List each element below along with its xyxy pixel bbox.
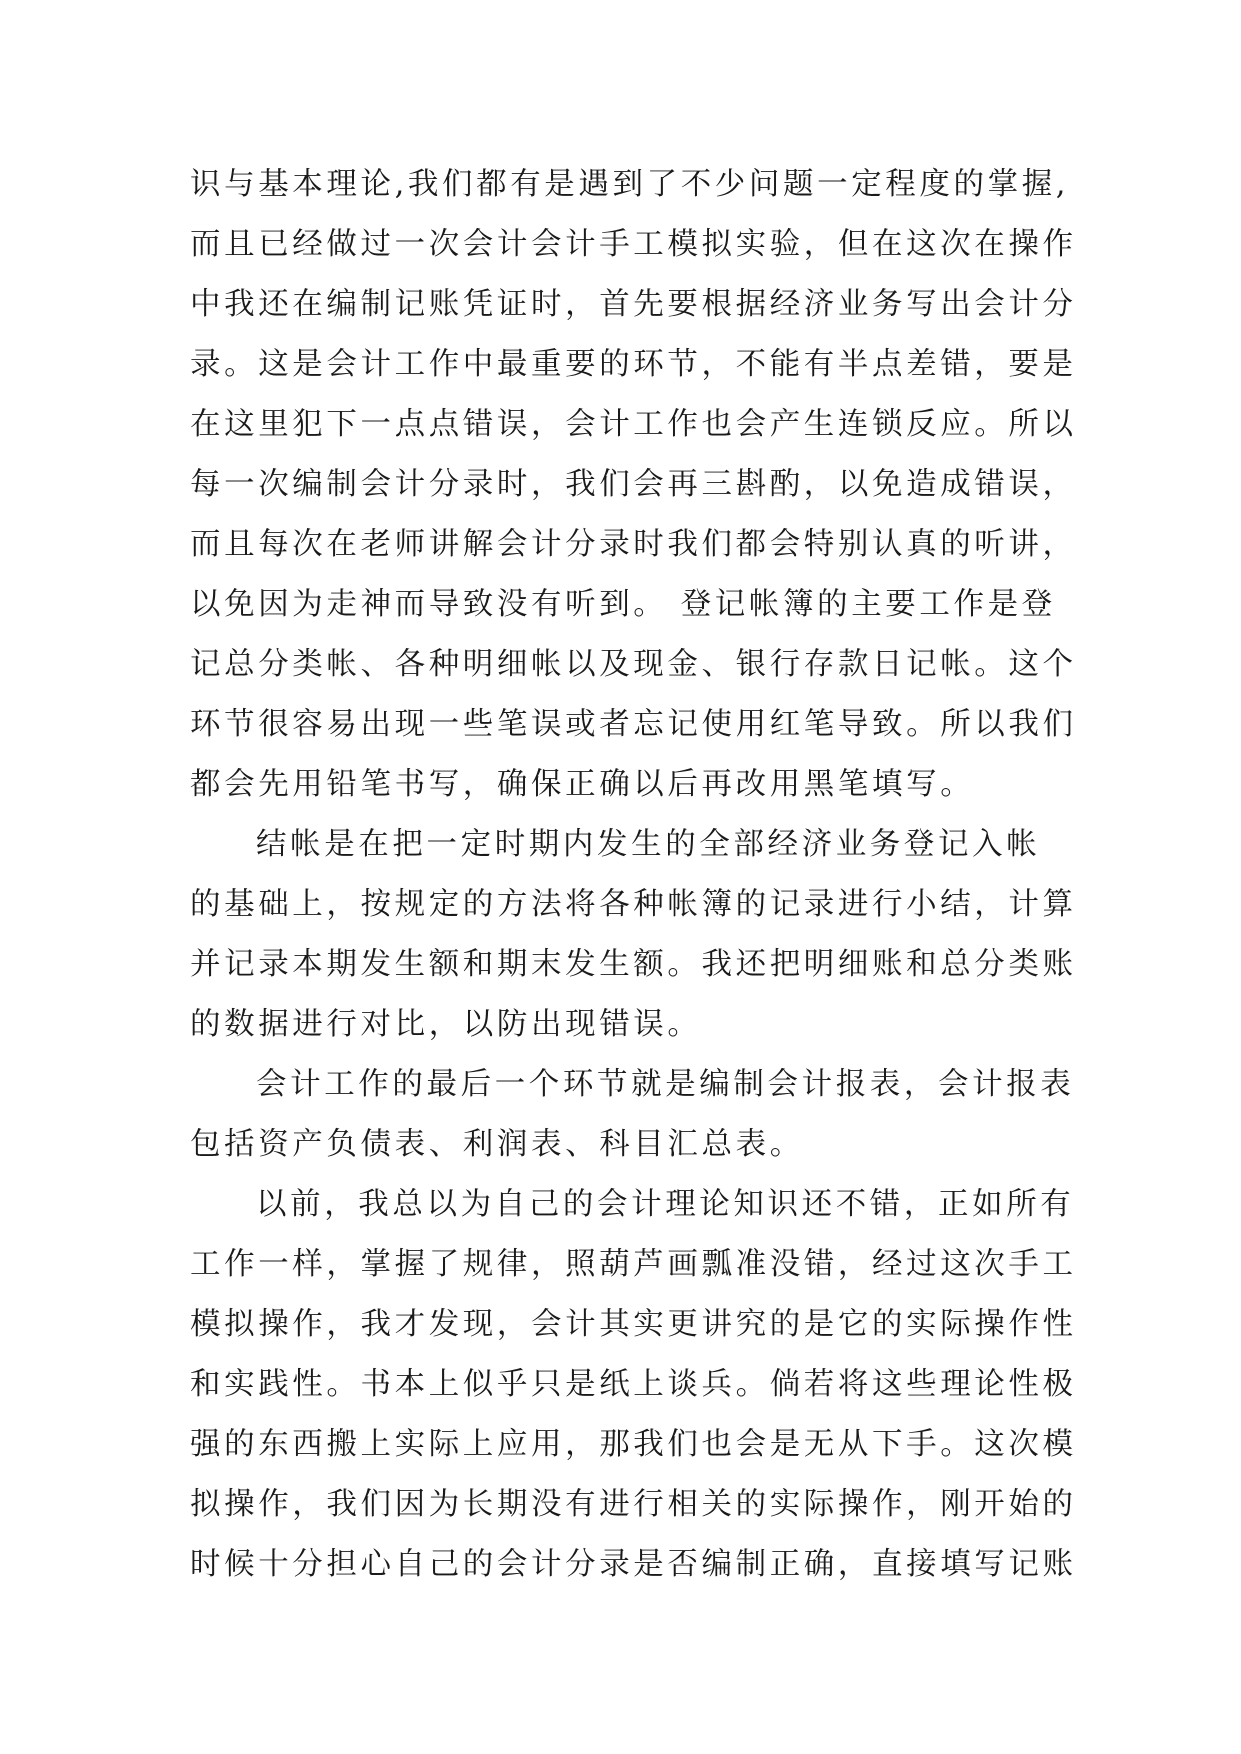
- text-line: 而且已经做过一次会计会计手工模拟实验，但在这次在操作: [190, 227, 1077, 262]
- text-line: 时候十分担心自己的会计分录是否编制正确，直接填写记账: [190, 1547, 1077, 1582]
- body-text: [190, 155, 1090, 1595]
- text-line: 录。这是会计工作中最重要的环节，不能有半点差错，要是: [190, 347, 1077, 382]
- text-line: 环节很容易出现一些笔误或者忘记使用红笔导致。所以我们: [190, 707, 1077, 742]
- text-line: 并记录本期发生额和期末发生额。我还把明细账和总分类账: [190, 947, 1077, 982]
- paragraph-start-line: 结帐是在把一定时期内发生的全部经济业务登记入帐: [256, 827, 1041, 862]
- text-line: 都会先用铅笔书写，确保正确以后再改用黑笔填写。: [190, 767, 975, 802]
- paragraph-start-line: 会计工作的最后一个环节就是编制会计报表，会计报表: [256, 1067, 1075, 1102]
- text-line: 每一次编制会计分录时，我们会再三斟酌，以免造成错误，: [190, 467, 1077, 502]
- text-line: 工作一样，掌握了规律，照葫芦画瓢准没错，经过这次手工: [190, 1247, 1077, 1282]
- text-line: 记总分类帐、各种明细帐以及现金、银行存款日记帐。这个: [190, 647, 1077, 682]
- text-line: 强的东西搬上实际上应用，那我们也会是无从下手。这次模: [190, 1427, 1077, 1462]
- text-line: 拟操作，我们因为长期没有进行相关的实际操作，刚开始的: [190, 1487, 1077, 1522]
- text-line: 包括资产负债表、利润表、科目汇总表。: [190, 1127, 804, 1162]
- text-line: 以免因为走神而导致没有听到。 登记帐簿的主要工作是登: [190, 587, 1056, 622]
- text-line: 的数据进行对比，以防出现错误。: [190, 1007, 702, 1042]
- text-line: 中我还在编制记账凭证时，首先要根据经济业务写出会计分: [190, 287, 1077, 322]
- text-line: 模拟操作，我才发现，会计其实更讲究的是它的实际操作性: [190, 1307, 1077, 1342]
- text-line: 识与基本理论,我们都有是遇到了不少问题一定程度的掌握,: [190, 167, 1070, 202]
- text-line: 的基础上，按规定的方法将各种帐簿的记录进行小结，计算: [190, 887, 1077, 922]
- text-line: 而且每次在老师讲解会计分录时我们都会特别认真的听讲，: [190, 527, 1077, 562]
- paragraph-start-line: 以前，我总以为自己的会计理论知识还不错，正如所有: [256, 1187, 1075, 1222]
- text-line: 和实践性。书本上似乎只是纸上谈兵。倘若将这些理论性极: [190, 1367, 1077, 1402]
- text-line: 在这里犯下一点点错误，会计工作也会产生连锁反应。所以: [190, 407, 1077, 442]
